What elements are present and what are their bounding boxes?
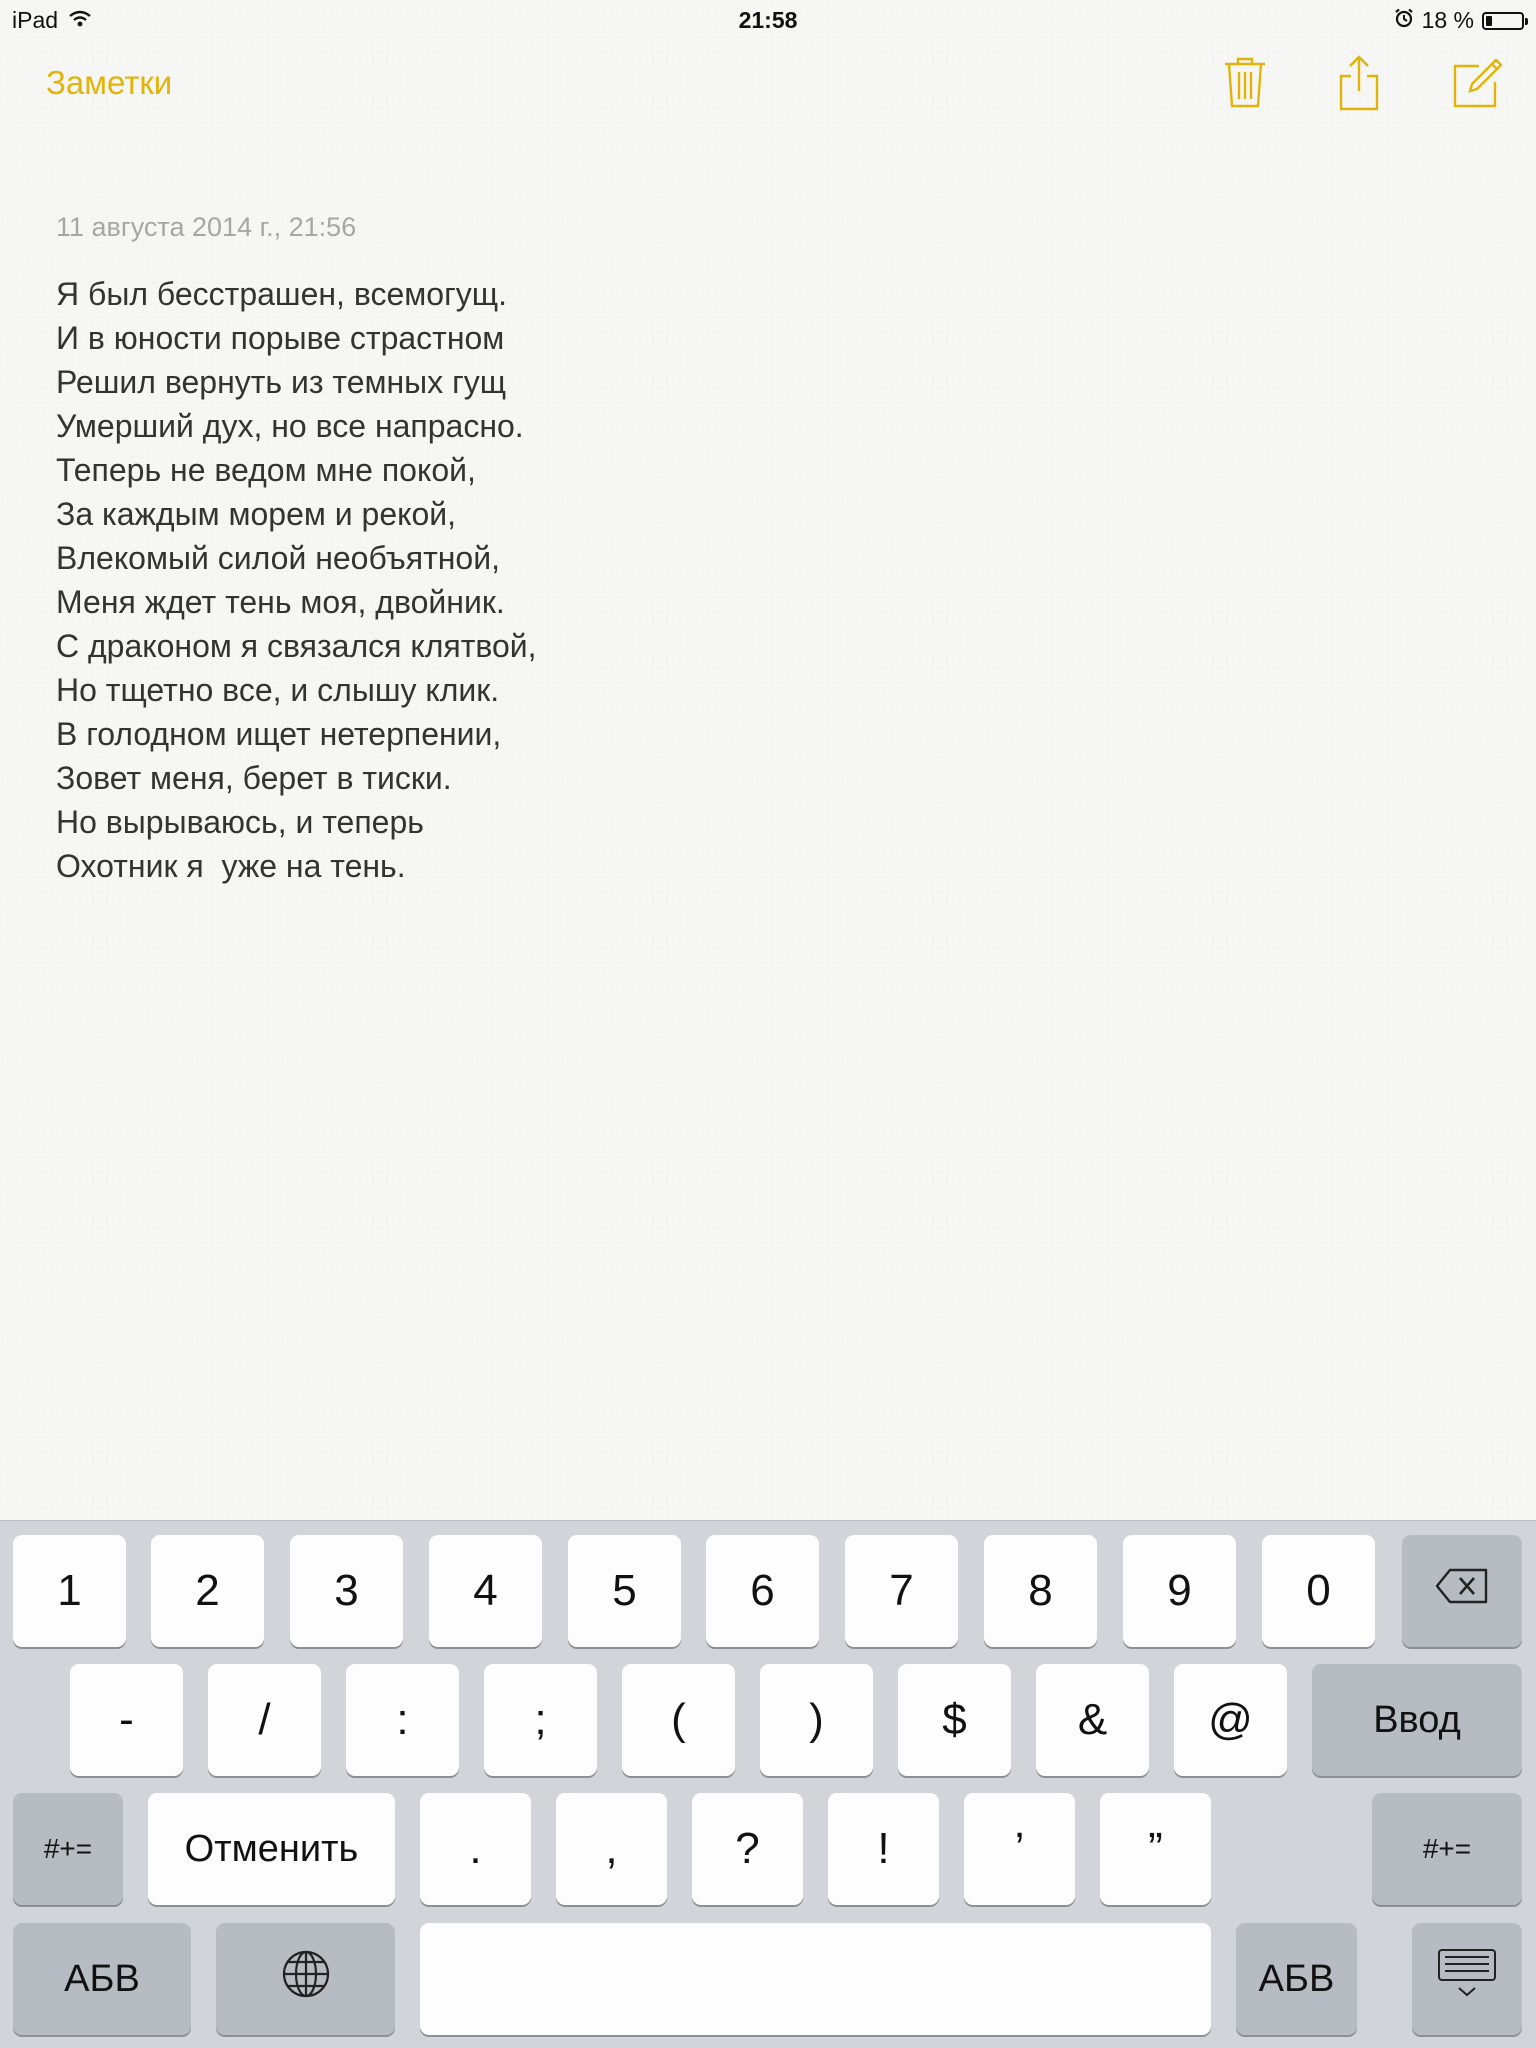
note-line: Теперь не ведом мне покой, [56, 452, 476, 488]
key-close-paren[interactable]: ) [760, 1664, 873, 1776]
keyboard [0, 1520, 1536, 2048]
trash-button[interactable] [1222, 54, 1268, 115]
trash-icon [1222, 97, 1268, 114]
note-line: За каждым морем и рекой, [56, 496, 457, 532]
abc-key-left[interactable]: АБВ [13, 1923, 191, 2035]
key-1[interactable]: 1 [13, 1535, 126, 1647]
note-line: С драконом я связался клятвой, [56, 628, 537, 664]
key-question[interactable]: ? [692, 1793, 803, 1905]
key-dash[interactable]: - [70, 1664, 183, 1776]
space-key[interactable] [420, 1923, 1211, 2035]
compose-button[interactable] [1452, 54, 1502, 115]
key-apostrophe[interactable]: ’ [964, 1793, 1075, 1905]
status-bar [0, 0, 1536, 40]
note-line: Зовет меня, берет в тиски. [56, 760, 452, 796]
key-0[interactable]: 0 [1262, 1535, 1375, 1647]
key-dollar[interactable]: $ [898, 1664, 1011, 1776]
compose-icon [1452, 97, 1502, 114]
key-quote[interactable]: ” [1100, 1793, 1211, 1905]
dismiss-keyboard-key[interactable] [1412, 1923, 1522, 2035]
hide-keyboard-icon [1437, 1948, 1497, 2011]
note-line: Влекомый силой необъятной, [56, 540, 500, 576]
key-ampersand[interactable]: & [1036, 1664, 1149, 1776]
alarm-clock-icon [1394, 7, 1414, 34]
key-2[interactable]: 2 [151, 1535, 264, 1647]
note-date: 11 августа 2014 г., 21:56 [56, 212, 357, 242]
key-9[interactable]: 9 [1123, 1535, 1236, 1647]
key-3[interactable]: 3 [290, 1535, 403, 1647]
battery-level [1486, 16, 1492, 26]
note-line: В голодном ищет нетерпении, [56, 716, 502, 752]
back-to-notes-button[interactable]: Заметки [46, 64, 173, 101]
battery-percent: 18 % [1421, 7, 1474, 33]
key-comma[interactable]: , [556, 1793, 667, 1905]
backspace-key[interactable] [1402, 1535, 1522, 1647]
share-button[interactable] [1336, 54, 1382, 117]
note-line: Я был бесстрашен, всемогущ. [56, 276, 507, 312]
battery-icon [1482, 12, 1524, 30]
abc-key-right[interactable]: АБВ [1236, 1923, 1357, 2035]
note-line: Но вырываюсь, и теперь [56, 804, 424, 840]
key-5[interactable]: 5 [568, 1535, 681, 1647]
nav-bar [0, 40, 1536, 130]
note-body[interactable] [56, 272, 537, 888]
key-exclamation[interactable]: ! [828, 1793, 939, 1905]
key-open-paren[interactable]: ( [622, 1664, 735, 1776]
key-semicolon[interactable]: ; [484, 1664, 597, 1776]
key-8[interactable]: 8 [984, 1535, 1097, 1647]
device-name: iPad [12, 7, 59, 33]
note-line: Решил вернуть из темных гущ [56, 364, 507, 400]
key-colon[interactable]: : [346, 1664, 459, 1776]
globe-icon [281, 1949, 331, 2010]
symbols-key-left[interactable]: #+= [13, 1793, 123, 1905]
note-line: Умерший дух, но все напрасно. [56, 408, 524, 444]
enter-key[interactable]: Ввод [1312, 1664, 1522, 1776]
note-line: Но тщетно все, и слышу клик. [56, 672, 500, 708]
symbols-key-right[interactable]: #+= [1372, 1793, 1522, 1905]
backspace-icon [1434, 1566, 1490, 1616]
note-line: И в юности порыве страстном [56, 320, 505, 356]
note-line: Меня ждет тень моя, двойник. [56, 584, 505, 620]
key-7[interactable]: 7 [845, 1535, 958, 1647]
status-time: 21:58 [738, 7, 798, 33]
status-right [1394, 7, 1524, 34]
key-slash[interactable]: / [208, 1664, 321, 1776]
undo-key[interactable]: Отменить [148, 1793, 395, 1905]
key-at[interactable]: @ [1174, 1664, 1287, 1776]
key-4[interactable]: 4 [429, 1535, 542, 1647]
note-line: Охотник я уже на тень. [56, 848, 406, 884]
globe-key[interactable] [216, 1923, 395, 2035]
key-period[interactable]: . [420, 1793, 531, 1905]
key-6[interactable]: 6 [706, 1535, 819, 1647]
share-icon [1336, 99, 1382, 116]
